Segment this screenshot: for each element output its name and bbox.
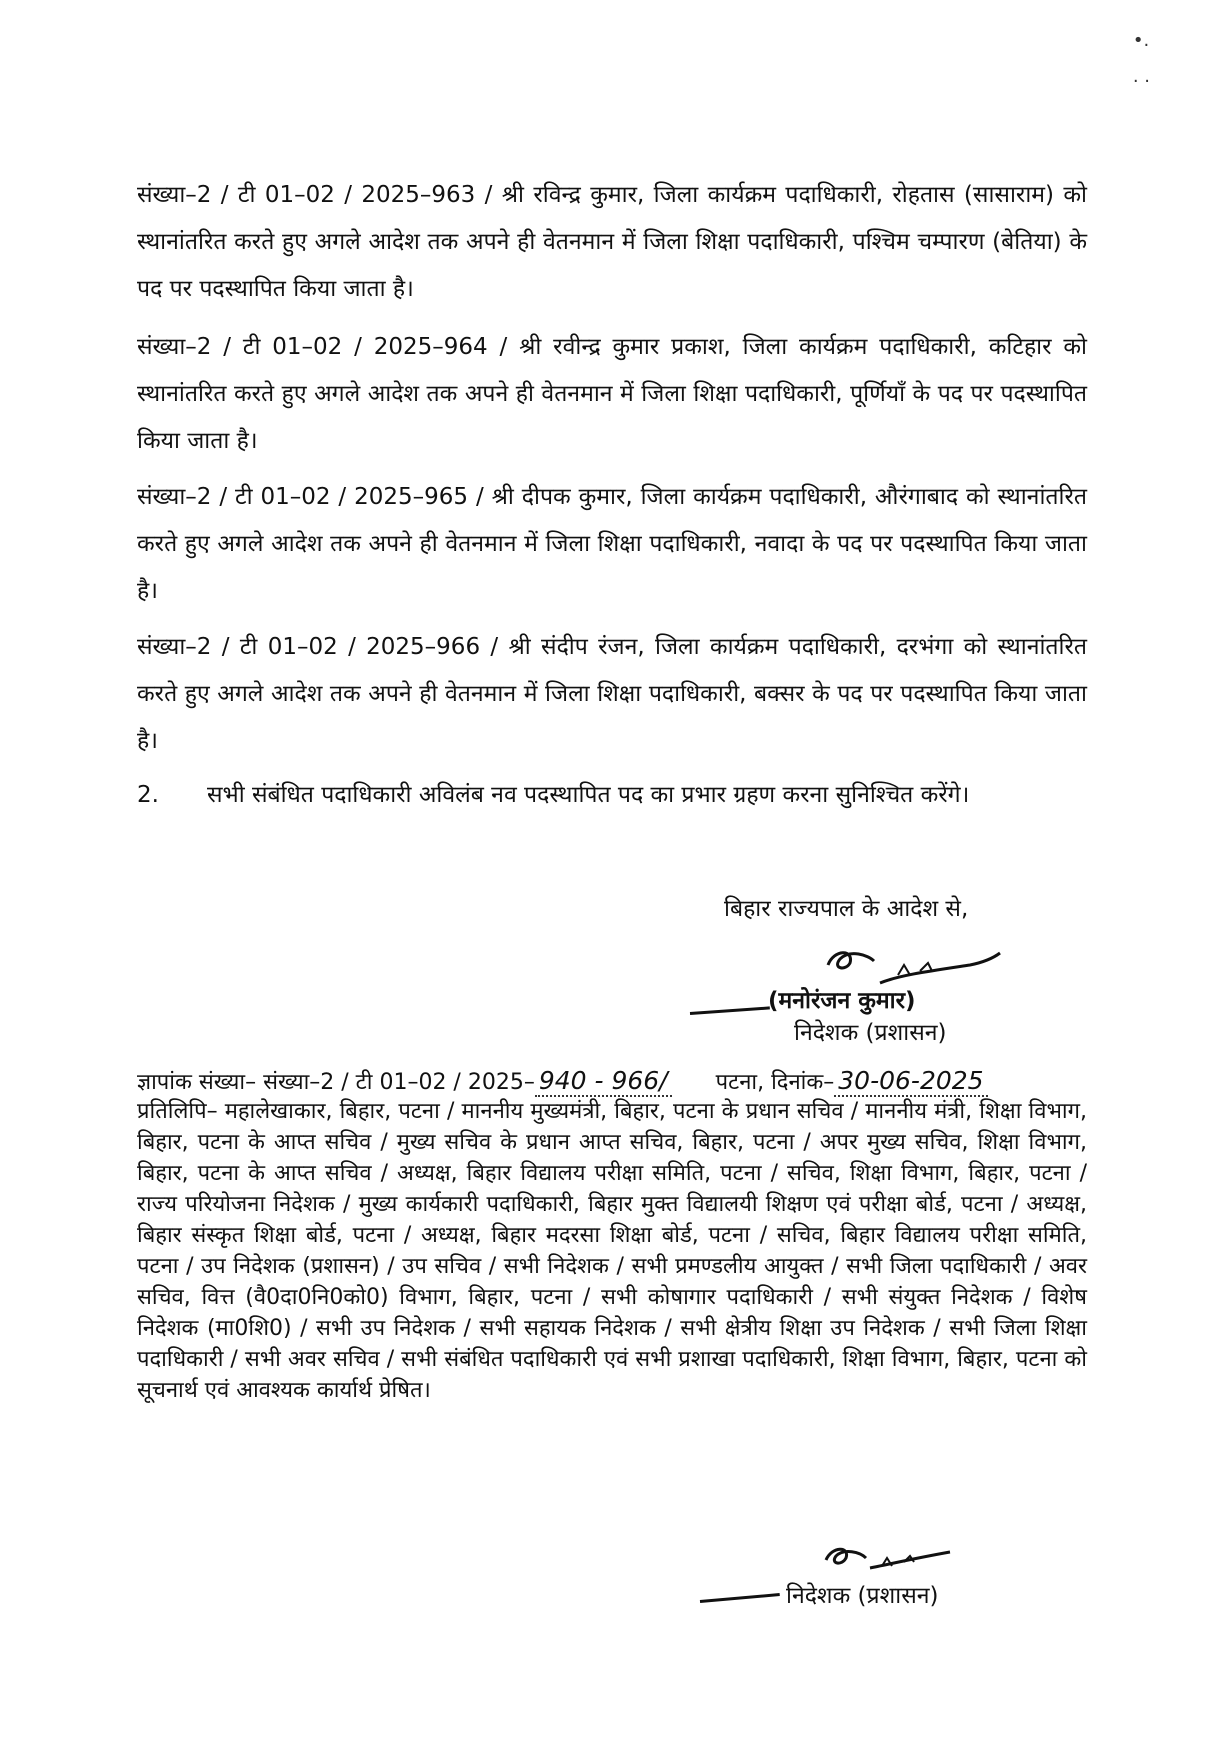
- signature-underline-2: [700, 1593, 780, 1603]
- memo-handwritten-date: 30-06-2025: [834, 1066, 987, 1097]
- signatory-designation: निदेशक (प्रशासन): [794, 1020, 947, 1046]
- memo-header: [137, 1065, 1087, 1098]
- by-order-line: बिहार राज्यपाल के आदेश से,: [724, 896, 969, 922]
- signature-underline-1: [690, 1006, 770, 1015]
- order-paragraph-963: संख्या–2 / टी 01–02 / 2025–963 / श्री रविन्द्र कुमार, जिला कार्यक्रम पदाधिकारी, रोहतास (सासाराम) को स्थानांतरित करते हुए अगले आदेश तक अपने ही वेतनमान में जिला शिक्षा पदाधिकारी, पश्चिम चम्पारण (बेतिया) के पद पर पदस्थापित किया जाता है।: [137, 182, 1087, 302]
- paragraph-number: 2.: [137, 782, 159, 808]
- corner-mark-2: · ·: [1132, 71, 1150, 92]
- signature-block-1: [724, 893, 968, 925]
- corner-marks: [1133, 30, 1150, 92]
- order-paragraph-965: संख्या–2 / टी 01–02 / 2025–965 / श्री दीपक कुमार, जिला कार्यक्रम पदाधिकारी, औरंगाबाद को स्थानांतरित करते हुए अगले आदेश तक अपने ही वेतनमान में जिला शिक्षा पदाधिकारी, नवादा के पद पर पदस्थापित किया जाता है।: [137, 484, 1087, 604]
- signatory-name: (मनोरंजन कुमार): [768, 988, 916, 1014]
- order-paragraph-966: संख्या–2 / टी 01–02 / 2025–966 / श्री संदीप रंजन, जिला कार्यक्रम पदाधिकारी, दरभंगा को स्थानांतरित करते हुए अगले आदेश तक अपने ही वेतनमान में जिला शिक्षा पदाधिकारी, बक्सर के पद पर पदस्थापित किया जाता है।: [137, 634, 1088, 754]
- memo-number-label: ज्ञापांक संख्या– संख्या–2 / टी 01–02 / 2025–: [137, 1070, 535, 1095]
- order-paragraph-964: संख्या–2 / टी 01–02 / 2025–964 / श्री रवीन्द्र कुमार प्रकाश, जिला कार्यक्रम पदाधिकारी, कटिहार को स्थानांतरित करते हुए अगले आदेश तक अपने ही वेतनमान में जिला शिक्षा पदाधिकारी, पूर्णियॉं के पद पर पदस्थापित किया जाता है।: [137, 334, 1087, 454]
- corner-mark-1: •.: [1132, 30, 1150, 51]
- final-designation: निदेशक (प्रशासन): [786, 1583, 939, 1609]
- memo-copy-list: प्रतिलिपि– महालेखाकार, बिहार, पटना / माननीय मुख्यमंत्री, बिहार, पटना के प्रधान सचिव / माननीय मंत्री, शिक्षा विभाग, बिहार, पटना के आप्त सचिव / मुख्य सचिव के प्रधान आप्त सचिव, बिहार, पटना / अपर मुख्य सचिव, शिक्षा विभाग, बिहार, पटना के आप्त सचिव / अध्यक्ष, बिहार विद्यालय परीक्षा समिति, पटना / सचिव, शिक्षा विभाग, बिहार, पटना / राज्य परियोजना निदेशक / मुख्य कार्यकारी पदाधिकारी, बिहार मुक्त विद्यालयी शिक्षण एवं परीक्षा बोर्ड, पटना / अध्यक्ष, बिहार संस्कृत शिक्षा बोर्ड, पटना / अध्यक्ष, बिहार मदरसा शिक्षा बोर्ड, पटना / सचिव, बिहार विद्यालय परीक्षा समिति, पटना / उप निदेशक (प्रशासन) / उप सचिव / सभी निदेशक / सभी प्रमण्डलीय आयुक्त / सभी जिला पदाधिकारी / अवर सचिव, वित्त (वै0दा0नि0को0) विभाग, बिहार, पटना / सभी कोषागार पदाधिकारी / सभी संयुक्त निदेशक / विशेष निदेशक (मा0शि0) / सभी उप निदेशक / सभी सहायक निदेशक / सभी क्षेत्रीय शिक्षा उप निदेशक / सभी जिला शिक्षा पदाधिकारी / सभी अवर सचिव / सभी संबंधित पदाधिकारी एवं सभी प्रशाखा पदाधिकारी, शिक्षा विभाग, बिहार, पटना को सूचनार्थ एवं आवश्यक कार्यार्थ प्रेषित।: [137, 1099, 1087, 1403]
- instruction-text: सभी संबंधित पदाधिकारी अविलंब नव पदस्थापित पद का प्रभार ग्रहण करना सुनिश्चित करेंगे।: [207, 782, 970, 808]
- signature-block-2: [786, 1580, 939, 1612]
- instruction-paragraph: [137, 780, 1087, 810]
- memo-handwritten-number: 940 - 966/: [535, 1066, 672, 1097]
- memo-place-label: पटना, दिनांक–: [715, 1070, 835, 1095]
- signatory-name-block: [768, 985, 947, 1049]
